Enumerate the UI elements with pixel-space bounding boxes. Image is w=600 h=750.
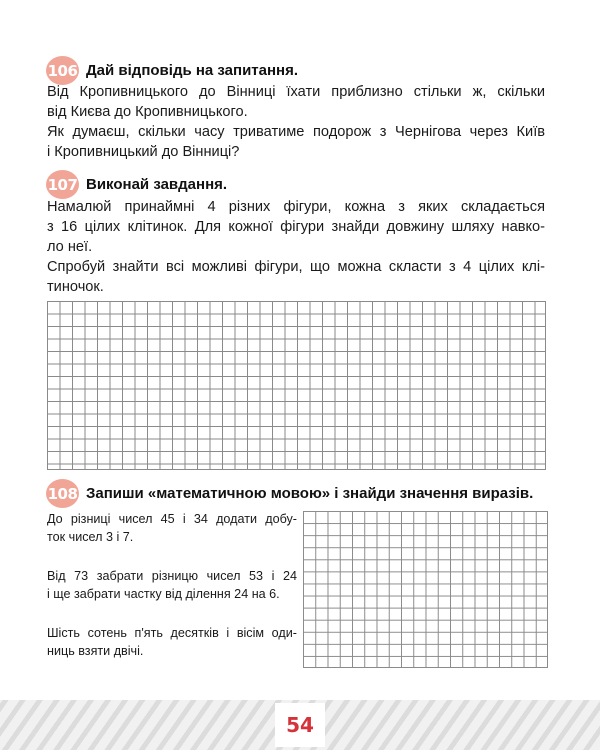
task-title: Дай відповідь на запитання. <box>86 62 299 79</box>
task-106-text-line: Як думаєш, скільки часу триватиме подорож з Чернігова через Київ <box>47 124 545 140</box>
answer-grid[interactable] <box>303 511 548 668</box>
task-107-text-line: тиночок. <box>47 279 104 295</box>
task-number-badge: 108 <box>46 479 79 508</box>
task-107-text-line: Намалюй принаймні 4 різних фігури, кожна з яких складається <box>47 199 545 215</box>
task-title: Запиши «математичною мовою» і знайди значення виразів. <box>86 485 534 502</box>
expression-text-line: До різниці чисел 45 і 34 додати добу- <box>47 512 297 526</box>
expression-text-line: Шість сотень п'ять десятків і вісім оди- <box>47 626 297 640</box>
task-number-badge: 107 <box>46 170 79 199</box>
task-107-text-line: з 16 цілих клітинок. Для кожної фігури знайди довжину шляху навко- <box>47 219 545 235</box>
drawing-grid[interactable] <box>47 301 546 470</box>
task-title: Виконай завдання. <box>86 176 228 193</box>
page-number: 54 <box>275 703 325 747</box>
task-106-header <box>46 56 298 85</box>
task-107-text-line: ло неї. <box>47 239 93 255</box>
expression-text-line: і ще забрати частку від ділення 24 на 6. <box>47 587 280 601</box>
task-106-text-line: від Києва до Кропивницького. <box>47 104 248 120</box>
task-106-text-line: Від Кропивницького до Вінниці їхати приблизно стільки ж, скільки <box>47 84 545 100</box>
expression-text-line: ток чисел 3 і 7. <box>47 530 134 544</box>
expression-text-line: Від 73 забрати різницю чисел 53 і 24 <box>47 569 297 583</box>
task-107-header <box>46 170 227 199</box>
task-108-header <box>46 479 533 508</box>
task-106-text-line: і Кропивницький до Вінниці? <box>47 144 240 160</box>
expression-text-line: ниць взяти двічі. <box>47 644 144 658</box>
task-107-text-line: Спробуй знайти всі можливі фігури, що можна скласти з 4 цілих клі- <box>47 259 545 275</box>
task-number-badge: 106 <box>46 56 79 85</box>
